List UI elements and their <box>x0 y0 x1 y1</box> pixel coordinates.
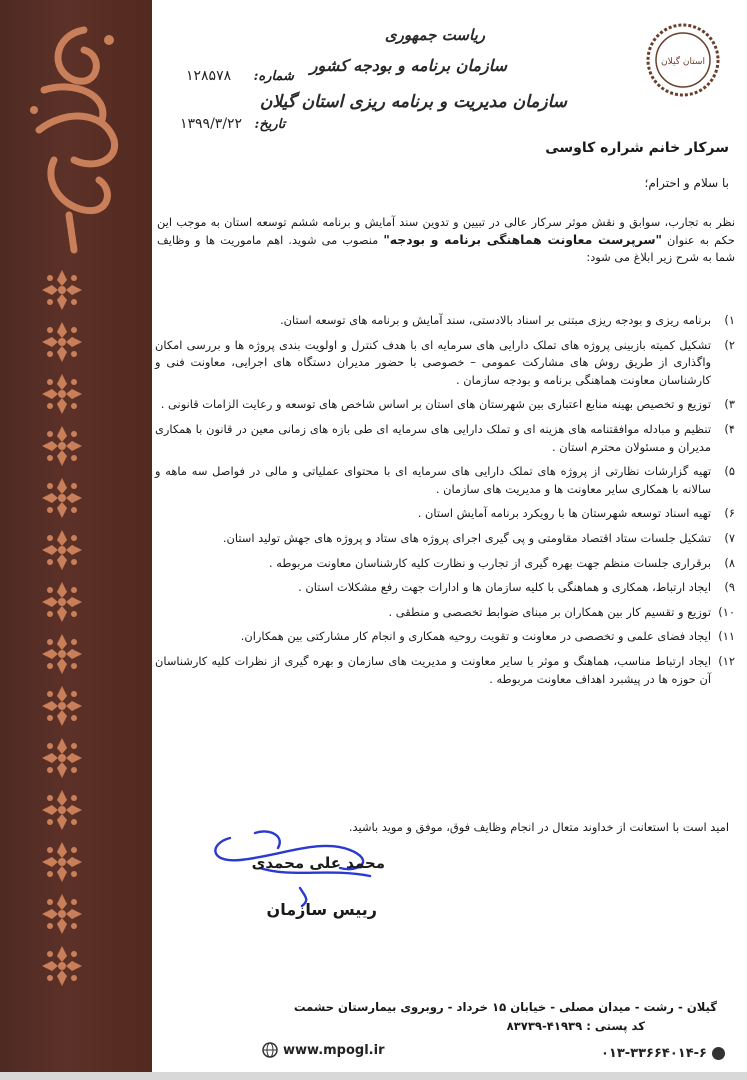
rosette-ornament-icon <box>40 476 84 520</box>
header-line-3: سازمان مدیریت و برنامه ریزی استان گیلان <box>259 92 567 112</box>
item-text: تشکیل جلسات ستاد اقتصاد مقاومتی و پی گیری اجرای پروژه های ستاد و پروژه های جهش تولید استان. <box>222 530 711 545</box>
rosette-ornament-icon <box>40 268 84 312</box>
item-text: برقراری جلسات منظم جهت بهره گیری از تجارب و نظارت کلیه کارشناسان معاونت مربوطه . <box>268 555 711 570</box>
rosette-ornament-icon <box>40 892 84 936</box>
item-number: ۸) <box>724 555 735 570</box>
list-item <box>155 337 735 390</box>
intro-paragraph <box>157 214 735 266</box>
item-number: ۶) <box>724 506 735 521</box>
rosette-ornament-icon <box>40 528 84 572</box>
rosette-ornament-icon <box>40 424 84 468</box>
rosette-ornament-icon <box>40 580 84 624</box>
duties-list <box>155 312 735 695</box>
item-text: تهیه گزارشات نظارتی از پروژه های تملک دارایی های سرمایه ای با محتوای عملیاتی و مالی در فواصل سه ماهه و سالانه با همکاری سایر معاونت ها و مدیریت های سازمان . <box>155 464 711 496</box>
list-item <box>155 628 735 646</box>
scan-bottom-edge <box>0 1072 747 1080</box>
list-item <box>155 505 735 523</box>
rosette-ornament-icon <box>40 684 84 728</box>
list-item <box>155 653 735 688</box>
globe-icon <box>262 1042 278 1058</box>
letter-date: ۱۳۹۹/۳/۲۲ <box>180 116 243 132</box>
rosette-ornament-icon <box>40 320 84 364</box>
list-item <box>155 530 735 548</box>
list-item <box>155 555 735 573</box>
header-line-2: سازمان برنامه و بودجه کشور <box>309 56 507 75</box>
intro-text-2: منصوب می شوید. اهم ماموریت ها و وظایف شما به شرح زیر ابلاغ می شود: <box>157 233 735 264</box>
date-label: تاریخ: <box>254 117 286 132</box>
item-text: توزیع و تقسیم کار بین همکاران بر مبنای ضوابط تخصصی و منطقی . <box>388 604 711 619</box>
list-item <box>155 421 735 456</box>
item-number: ۱) <box>724 313 735 327</box>
footer-phone-row <box>601 1046 725 1061</box>
list-item <box>155 312 735 330</box>
list-item <box>155 604 735 622</box>
list-item <box>155 463 735 498</box>
signatory-title: رییس سازمان <box>266 900 377 919</box>
appointment-title: "سرپرست معاونت هماهنگی برنامه و بودجه" <box>383 232 662 247</box>
item-number: ۲) <box>724 337 735 352</box>
item-text: ایجاد فضای علمی و تخصصی در معاونت و تقویت روحیه همکاری و انجام کار مشارکتی بین همکاران. <box>240 629 711 644</box>
letter-date-row <box>180 116 285 132</box>
item-number: ۱۲) <box>718 653 735 668</box>
item-number: ۵) <box>724 464 735 479</box>
letter-page <box>152 0 747 1080</box>
intro-text-1: نظر به تجارب، سوابق و نقش موثر سرکار عالی در تبیین و تدوین سند آمایش و برنامه ششم توسعه استان به موجب این حکم به عنوان <box>157 215 735 247</box>
footer-postal-code: کد پستی : ۴۱۹۳۹-۸۳۷۳۹ <box>506 1019 645 1033</box>
letter-number-row <box>186 68 294 84</box>
item-number: ۴) <box>724 421 735 436</box>
phone-icon <box>712 1047 725 1060</box>
greeting: با سلام و احترام؛ <box>644 176 729 190</box>
item-text: توزیع و تخصیص بهینه منابع اعتباری بین شهرستان های استان بر اساس شاخص های توسعه و رعایت الزامات قانونی . <box>160 397 711 412</box>
closing-text: امید است با استعانت از خداوند متعال در انجام وظایف فوق، موفق و موید باشید. <box>348 820 729 834</box>
signatory-name: محمد علی محمدی <box>251 854 385 872</box>
footer-phone: ۰۱۳-۳۳۶۶۴۰۱۴-۶ <box>600 1046 707 1061</box>
decorative-sidebar <box>0 0 152 1080</box>
calligraphy-emblem-icon <box>14 10 134 255</box>
footer-website-row <box>262 1042 385 1058</box>
item-number: ۱۰) <box>718 604 735 619</box>
number-label: شماره: <box>253 69 294 84</box>
item-text: تشکیل کمیته بازبینی پروژه های تملک دارایی های سرمایه ای با هدف کنترل و اولویت بندی پروژه ها و بررسی امکان واگذاری از طریق روش های مشارکت عمومی – خصوصی با حضور مدیران دستگاه های اجرایی، معاونت فنی و کارشناسان معاونت هماهنگی برنامه و بودجه سازمان . <box>155 337 711 387</box>
rosette-ornament-icon <box>40 632 84 676</box>
rosette-ornament-icon <box>40 372 84 416</box>
header-line-1: ریاست جمهوری <box>384 26 485 44</box>
rosette-ornament-icon <box>40 840 84 884</box>
svg-text:استان گیلان: استان گیلان <box>661 57 705 67</box>
rosette-ornament-icon <box>40 736 84 780</box>
addressee: سرکار خانم شراره کاوسی <box>545 140 729 156</box>
seal-logo-icon <box>645 22 721 98</box>
item-text: برنامه ریزی و بودجه ریزی مبتنی بر اسناد بالادستی، سند آمایش و برنامه های توسعه استان. <box>280 313 711 327</box>
list-item <box>155 579 735 597</box>
item-text: تنظیم و مبادله موافقتنامه های هزینه ای و تملک دارایی های سرمایه ای طی بازه های زمانی معین در قانون با همکاری مدیران و مسئولان محترم استان . <box>155 421 711 454</box>
item-number: ۷) <box>724 530 735 545</box>
item-text: ایجاد ارتباط، همکاری و هماهنگی با کلیه سازمان ها و ادارات جهت رفع مشکلات استان . <box>298 580 711 595</box>
footer-address: گیلان - رشت - میدان مصلی - خیابان ۱۵ خرداد - روبروی بیمارستان حشمت <box>293 1000 717 1014</box>
letter-body <box>157 214 735 276</box>
item-text: ایجاد ارتباط مناسب، هماهنگ و موثر با سایر معاونت و مدیریت های سازمان و بهره گیری از نظرات کلیه کارشناسان آن حوزه ها در پیشبرد اهداف معاونت مربوطه . <box>155 653 711 686</box>
item-number: ۹) <box>724 580 735 595</box>
item-number: ۳) <box>724 397 735 412</box>
list-item <box>155 396 735 414</box>
rosette-ornament-icon <box>40 788 84 832</box>
letter-number: ۱۲۸۵۷۸ <box>186 68 232 84</box>
item-text: تهیه اسناد توسعه شهرستان ها با رویکرد برنامه آمایش استان . <box>417 506 711 521</box>
rosette-ornament-icon <box>40 944 84 988</box>
item-number: ۱۱) <box>718 629 735 644</box>
website-link[interactable]: www.mpogl.ir <box>283 1042 385 1058</box>
